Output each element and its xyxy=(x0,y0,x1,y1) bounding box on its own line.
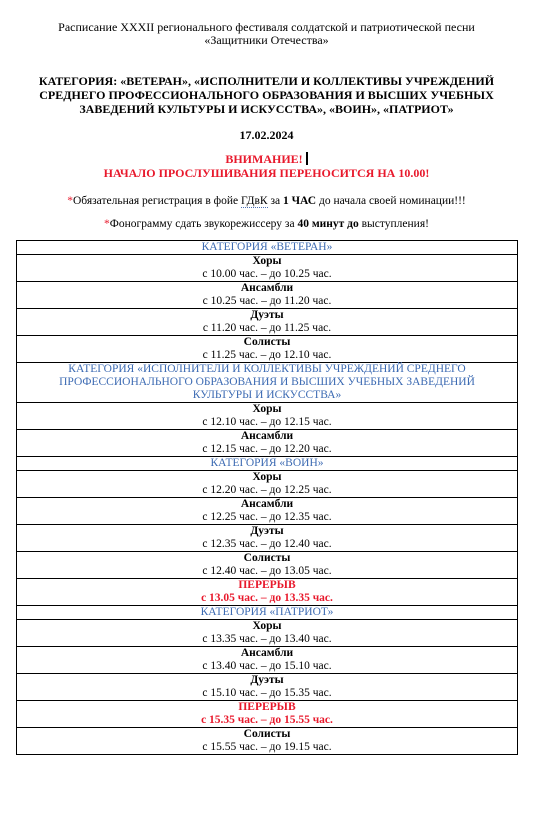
table-row xyxy=(17,430,518,457)
time-slot: с 12.25 час. – до 12.35 час. xyxy=(202,511,332,523)
performance-type: Солисты xyxy=(243,728,291,740)
table-row xyxy=(17,579,518,606)
schedule-cell xyxy=(17,647,518,674)
registration-note xyxy=(20,194,513,208)
table-row xyxy=(17,336,518,363)
time-slot: с 10.25 час. – до 11.20 час. xyxy=(202,295,332,307)
table-row xyxy=(17,728,518,755)
schedule-cell xyxy=(17,728,518,755)
time-slot: с 12.15 час. – до 12.20 час. xyxy=(202,443,332,455)
table-row xyxy=(17,620,518,647)
time-slot: с 13.35 час. – до 13.40 час. xyxy=(202,633,332,645)
time-slot: с 11.25 час. – до 12.10 час. xyxy=(202,349,332,361)
table-row xyxy=(17,647,518,674)
note2-text-1: Фонограмму сдать звукорежиссеру за xyxy=(109,218,298,230)
time-slot: с 10.00 час. – до 10.25 час. xyxy=(202,268,332,280)
time-slot: с 12.40 час. – до 13.05 час. xyxy=(202,565,332,577)
break-cell xyxy=(17,579,518,606)
document-title xyxy=(20,21,513,47)
schedule-cell xyxy=(17,674,518,701)
note1-text-1: Обязательная регистрация в фойе xyxy=(72,195,241,207)
title-line-2: «Защитники Отечества» xyxy=(204,33,329,47)
table-row xyxy=(17,282,518,309)
break-cell xyxy=(17,701,518,728)
table-row xyxy=(17,701,518,728)
attention-label: ВНИМАНИЕ! xyxy=(225,152,303,166)
performance-type: Ансамбли xyxy=(240,498,294,510)
time-slot: с 11.20 час. – до 11.25 час. xyxy=(202,322,332,334)
break-label: ПЕРЕРЫВ xyxy=(238,701,296,713)
note1-bold: 1 ЧАС xyxy=(282,195,317,207)
table-row xyxy=(17,403,518,430)
break-label: ПЕРЕРЫВ xyxy=(238,579,296,591)
phonogram-note xyxy=(20,217,513,231)
performance-type: Ансамбли xyxy=(240,430,294,442)
category-voin: КАТЕГОРИЯ «ВОИН» xyxy=(17,457,518,471)
performance-type: Солисты xyxy=(243,552,291,564)
break-time: с 13.05 час. – до 13.35 час. xyxy=(201,592,333,604)
table-row xyxy=(17,498,518,525)
performance-type: Хоры xyxy=(252,403,282,415)
time-slot: с 15.10 час. – до 15.35 час. xyxy=(202,687,332,699)
category-heading-line-3: ЗАВЕДЕНИЙ КУЛЬТУРЫ И ИСКУССТВА», «ВОИН», «ПАТРИОТ» xyxy=(79,102,454,116)
note-asterisk: * xyxy=(104,218,110,230)
performance-type: Дуэты xyxy=(250,525,284,537)
title-line-1: Расписание XXXII регионального фестиваля солдатской и патриотической песни xyxy=(58,20,475,34)
performance-type: Дуэты xyxy=(250,674,284,686)
note2-text-2: выступления! xyxy=(358,218,429,230)
performance-type: Солисты xyxy=(243,336,291,348)
schedule-cell xyxy=(17,336,518,363)
table-row xyxy=(17,309,518,336)
note2-bold: 40 минут до xyxy=(297,218,359,230)
category-patriot: КАТЕГОРИЯ «ПАТРИОТ» xyxy=(17,606,518,620)
category-heading-line-1: КАТЕГОРИЯ: «ВЕТЕРАН», «ИСПОЛНИТЕЛИ И КОЛЛЕКТИВЫ УЧРЕЖДЕНИЙ xyxy=(38,74,495,88)
schedule-cell xyxy=(17,403,518,430)
category-education xyxy=(17,363,518,403)
break-time: с 15.35 час. – до 15.55 час. xyxy=(201,714,333,726)
performance-type: Хоры xyxy=(252,471,282,483)
table-row xyxy=(17,457,518,471)
table-row xyxy=(17,606,518,620)
table-row xyxy=(17,525,518,552)
table-row xyxy=(17,471,518,498)
category-education-line-3: КУЛЬТУРЫ И ИСКУССТВА» xyxy=(192,389,342,401)
schedule-cell xyxy=(17,471,518,498)
performance-type: Ансамбли xyxy=(240,282,294,294)
schedule-cell xyxy=(17,255,518,282)
schedule-table xyxy=(16,240,518,755)
note1-text-2: за xyxy=(267,195,283,207)
note1-gdk: ГДвК xyxy=(240,195,268,207)
attention-line-1 xyxy=(20,152,513,166)
schedule-cell xyxy=(17,552,518,579)
table-row xyxy=(17,241,518,255)
time-slot: с 12.35 час. – до 12.40 час. xyxy=(202,538,332,550)
event-date: 17.02.2024 xyxy=(239,128,294,142)
schedule-cell xyxy=(17,498,518,525)
category-heading-line-2: СРЕДНЕГО ПРОФЕССИОНАЛЬНОГО ОБРАЗОВАНИЯ И ВЫСШИХ УЧЕБНЫХ xyxy=(39,88,494,102)
attention-line-2: НАЧАЛО ПРОСЛУШИВАНИЯ ПЕРЕНОСИТСЯ НА 10.00! xyxy=(103,166,430,180)
attention-notice xyxy=(20,152,513,180)
note1-text-3: до начала своей номинации!!! xyxy=(316,195,466,207)
time-slot: с 12.20 час. – до 12.25 час. xyxy=(202,484,332,496)
performance-type: Ансамбли xyxy=(240,647,294,659)
table-row xyxy=(17,255,518,282)
category-heading xyxy=(20,74,513,116)
performance-type: Дуэты xyxy=(250,309,284,321)
table-row xyxy=(17,552,518,579)
schedule-cell xyxy=(17,430,518,457)
category-education-line-1: КАТЕГОРИЯ «ИСПОЛНИТЕЛИ И КОЛЛЕКТИВЫ УЧРЕЖДЕНИЙ СРЕДНЕГО xyxy=(68,363,466,375)
schedule-cell xyxy=(17,525,518,552)
schedule-cell xyxy=(17,282,518,309)
schedule-cell xyxy=(17,620,518,647)
schedule-cell xyxy=(17,309,518,336)
table-row xyxy=(17,674,518,701)
text-cursor xyxy=(306,152,308,165)
time-slot: с 15.55 час. – до 19.15 час. xyxy=(202,741,332,753)
table-row xyxy=(17,363,518,403)
performance-type: Хоры xyxy=(252,620,282,632)
time-slot: с 12.10 час. – до 12.15 час. xyxy=(202,416,332,428)
category-education-line-2: ПРОФЕССИОНАЛЬНОГО ОБРАЗОВАНИЯ И ВЫСШИХ УЧЕБНЫХ ЗАВЕДЕНИЙ xyxy=(59,376,475,388)
note-asterisk: * xyxy=(67,195,73,207)
performance-type: Хоры xyxy=(252,255,282,267)
time-slot: с 13.40 час. – до 15.10 час. xyxy=(202,660,332,672)
category-veteran: КАТЕГОРИЯ «ВЕТЕРАН» xyxy=(17,241,518,255)
